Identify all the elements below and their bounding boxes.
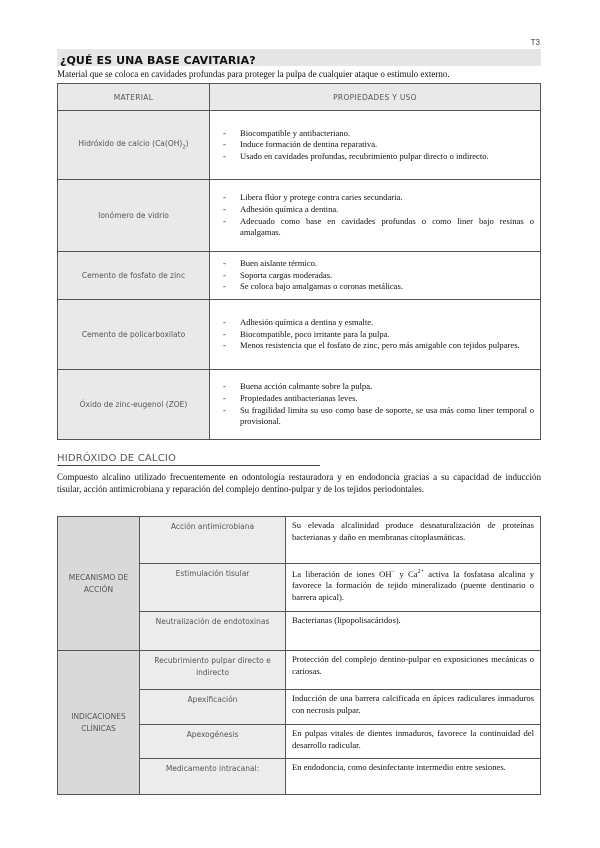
header-properties: PROPIEDADES Y USO [210,84,541,111]
materials-table [57,83,541,440]
table-row [58,252,541,300]
description-cell: En endodoncia, como desinfectante intermedio entre sesiones. [286,759,541,795]
category-mecanismo: MECANISMO DE ACCIÓN [58,517,140,651]
subcategory-cell: Acción antimicrobiana [140,517,286,564]
section-title: HIDRÓXIDO DE CALCIO [57,453,320,466]
subcategory-cell: Apexogénesis [140,725,286,759]
subcategory-cell: Recubrimiento pulpar directo e indirecto [140,651,286,690]
list-item: - Adecuado como base en cavidades profundas o como liner bajo resinas o amalgamas. [222,216,534,239]
properties-cell [210,252,541,300]
list-item: - Usado en cavidades profundas, recubrimiento pulpar directo o indirecto. [222,151,534,163]
subcategory-cell: Neutralización de endotoxinas [140,612,286,651]
material-cell: Cemento de policarboxilato [58,300,210,370]
category-indicaciones: INDICACIONES CLÍNICAS [58,651,140,795]
description-cell: Bacterianas (lipopolisacáridos). [286,612,541,651]
table-row [58,300,541,370]
description-cell: Su elevada alcalinidad produce desnaturalización de proteínas bacterianas y daño en membranas citoplasmáticas. [286,517,541,564]
list-item: - Soporta cargas moderadas. [222,270,534,282]
description-cell: Inducción de una barrera calcificada en ápices radiculares inmaduros con necrosis pulpar. [286,690,541,725]
properties-cell [210,370,541,440]
description-cell: La liberación de iones OH− y $Ca^{2+}$ activa la fosfatasa alcalina y favorece la formación de tejido mineralizado (puente dentinario o barrera apical). [286,564,541,612]
list-item: - Adhesión química a dentina. [222,204,534,216]
material-cell: Cemento de fosfato de zinc [58,252,210,300]
list-item: - Biocompatible y antibacteriano. [222,128,534,140]
page-heading: ¿QUÉ ES UNA BASE CAVITARIA? [60,54,256,67]
material-cell: Hidróxido de calcio $(Ca(OH)_2)$ [58,111,210,180]
section-paragraph: Compuesto alcalino utilizado frecuentemente en odontología restauradora y en endodoncia gracias a su capacidad de inducción tisular, acción antimicrobiana y reparación del complejo dentino-pulpar y de los tejidos periodontales. [57,472,541,495]
table-row [58,370,541,440]
page-number: T3 [530,38,540,47]
list-item: - Adhesión química a dentina y esmalte. [222,317,534,329]
material-cell: Óxido de zinc-eugenol (ZOE) [58,370,210,440]
calcium-hydroxide-table [57,516,541,795]
list-item: - Su fragilidad limita su uso como base de soporte, se usa más como liner temporal o provisional. [222,405,534,428]
list-item: - Buena acción calmante sobre la pulpa. [222,381,534,393]
material-cell: Ionómero de vidrio [58,180,210,252]
intro-text: Material que se coloca en cavidades profundas para proteger la pulpa de cualquier ataque o estímulo externo. [57,69,450,79]
subcategory-cell: Estimulación tisular [140,564,286,612]
table-row [58,180,541,252]
list-item: - Libera flúor y protege contra caries secundaria. [222,192,534,204]
table-row [58,111,541,180]
properties-cell [210,300,541,370]
description-cell: En pulpas vitales de dientes inmaduros, favorece la continuidad del desarrollo radicular. [286,725,541,759]
list-item: - Se coloca bajo amalgamas o coronas metálicas. [222,281,534,293]
list-item: - Biocompatible, poco irritante para la pulpa. [222,329,534,341]
list-item: - Propiedades antibacterianas leves. [222,393,534,405]
properties-cell [210,180,541,252]
properties-cell [210,111,541,180]
heading-bar [57,49,541,66]
subcategory-cell: Apexificación [140,690,286,725]
list-item: - Buen aislante térmico. [222,258,534,270]
table-row [58,651,541,690]
list-item: - Menos resistencia que el fosfato de zinc, pero más amigable con tejidos pulpares. [222,340,534,352]
description-cell: Protección del complejo dentino-pulpar en exposiciones mecánicas o cariosas. [286,651,541,690]
list-item: - Induce formación de dentina reparativa. [222,139,534,151]
header-material: MATERIAL [58,84,210,111]
subcategory-cell: Medicamento intracanal: [140,759,286,795]
table-row [58,517,541,564]
